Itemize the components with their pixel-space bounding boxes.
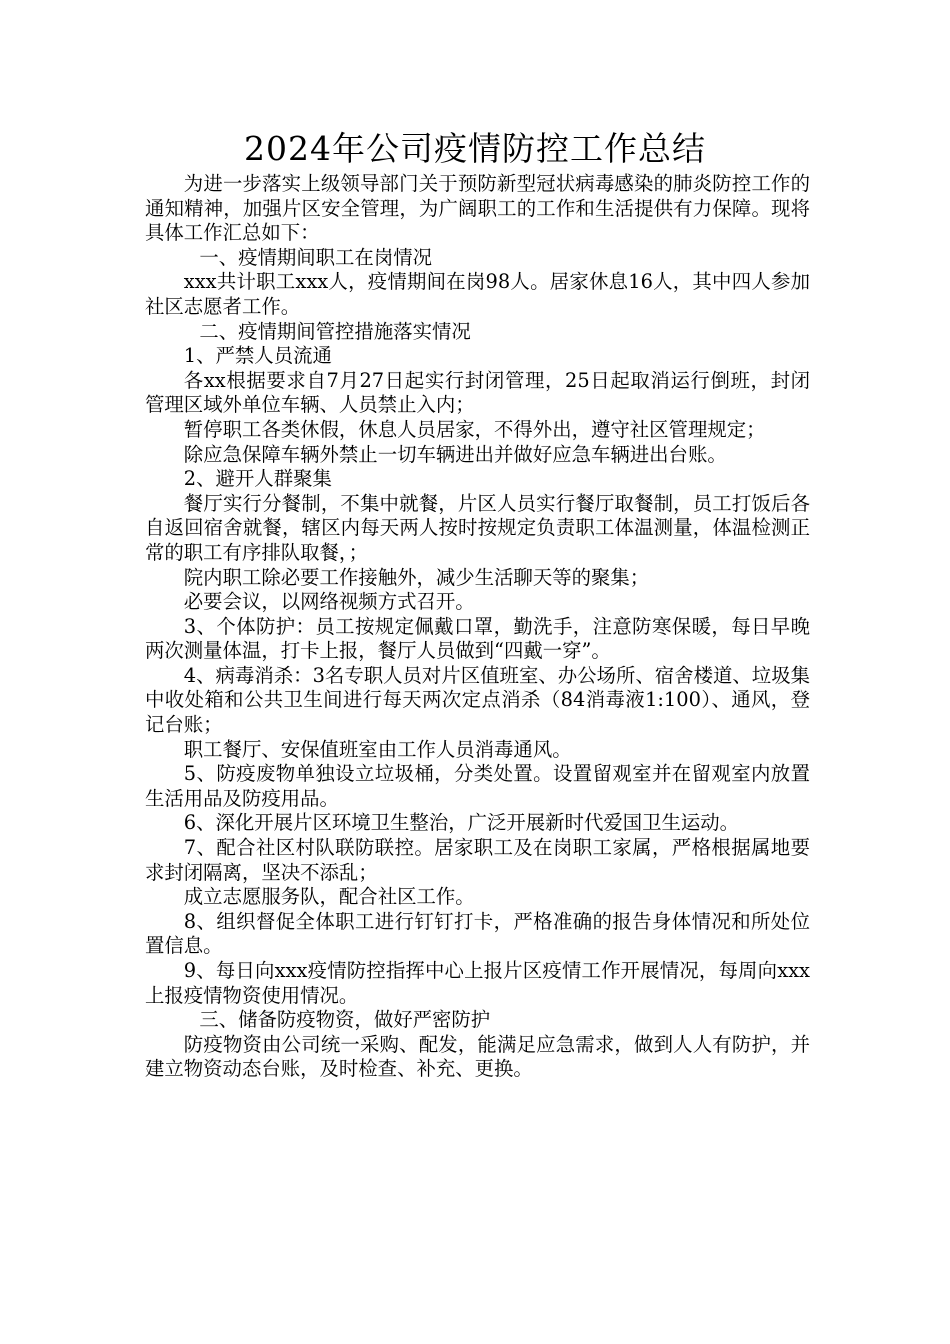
body-paragraph: 2、避开人群聚集 [183, 467, 332, 491]
section-heading: 三、储备防疫物资，做好严密防护 [199, 1008, 491, 1032]
body-paragraph: 6、深化开展片区环境卫生整治，广泛开展新时代爱国卫生运动。 [183, 811, 740, 835]
document-title: 2024年公司疫情防控工作总结 [244, 129, 706, 168]
body-paragraph: 防疫物资由公司统一采购、配发，能满足应急需求，做到人人有防护，并建立物资动态台账，及时检查、补充、更换。 [145, 1032, 810, 1081]
section-heading: 一、疫情期间职工在岗情况 [199, 245, 432, 269]
body-paragraph: 成立志愿服务队，配合社区工作。 [183, 885, 475, 909]
body-paragraph: 各xx根据要求自7月27日起实行封闭管理，25日起取消运行倒班，封闭管理区域外单位车辆、人员禁止入内； [145, 368, 810, 417]
body-paragraph: 院内职工除必要工作接触外，减少生活聊天等的聚集； [183, 565, 650, 589]
body-paragraph: xxx共计职工xxx人，疫情期间在岗98人。居家休息16人，其中四人参加社区志愿者工作。 [145, 270, 810, 318]
body-paragraph: 9、每日向xxx疫情防控指挥中心上报片区疫情工作开展情况，每周向xxx上报疫情物资使用情况。 [145, 959, 810, 1007]
body-paragraph: 必要会议，以网络视频方式召开。 [183, 590, 475, 614]
body-paragraph: 餐厅实行分餐制，不集中就餐，片区人员实行餐厅取餐制，员工打饭后各自返回宿舍就餐，辖区内每天两人按时按规定负责职工体温测量，体温检测正常的职工有序排队取餐，； [145, 491, 810, 564]
section-heading: 二、疫情期间管控措施落实情况 [199, 319, 471, 343]
body-paragraph: 暂停职工各类休假，休息人员居家，不得外出，遵守社区管理规定； [183, 417, 766, 441]
body-paragraph: 5、防疫废物单独设立垃圾桶，分类处置。设置留观室并在留观室内放置生活用品及防疫用品。 [145, 762, 810, 810]
body-paragraph: 除应急保障车辆外禁止一切车辆进出并做好应急车辆进出台账。 [183, 442, 727, 466]
body-paragraph: 职工餐厅、安保值班室由工作人员消毒通风。 [183, 737, 572, 761]
body-paragraph: 3、个体防护：员工按规定佩戴口罩，勤洗手，注意防寒保暖，每日早晚两次测量体温，打卡上报，餐厅人员做到“四戴一穿”。 [145, 614, 810, 663]
body-paragraph: 4、病毒消杀：3名专职人员对片区值班室、办公场所、宿舍楼道、垃圾集中收处箱和公共卫生间进行每天两次定点消杀（84消毒液1:100）、通风，登记台账； [145, 663, 810, 737]
document-body [145, 172, 810, 1082]
body-paragraph: 7、配合社区村队联防联控。居家职工及在岗职工家属，严格根据属地要求封闭隔离，坚决不添乱； [145, 836, 810, 884]
body-paragraph: 8、组织督促全体职工进行钉钉打卡，严格准确的报告身体情况和所处位置信息。 [145, 909, 810, 958]
body-paragraph: 1、严禁人员流通 [183, 344, 332, 368]
body-paragraph: 为进一步落实上级领导部门关于预防新型冠状病毒感染的肺炎防控工作的通知精神，加强片区安全管理，为广阔职工的工作和生活提供有力保障。现将具体工作汇总如下： [145, 172, 810, 245]
